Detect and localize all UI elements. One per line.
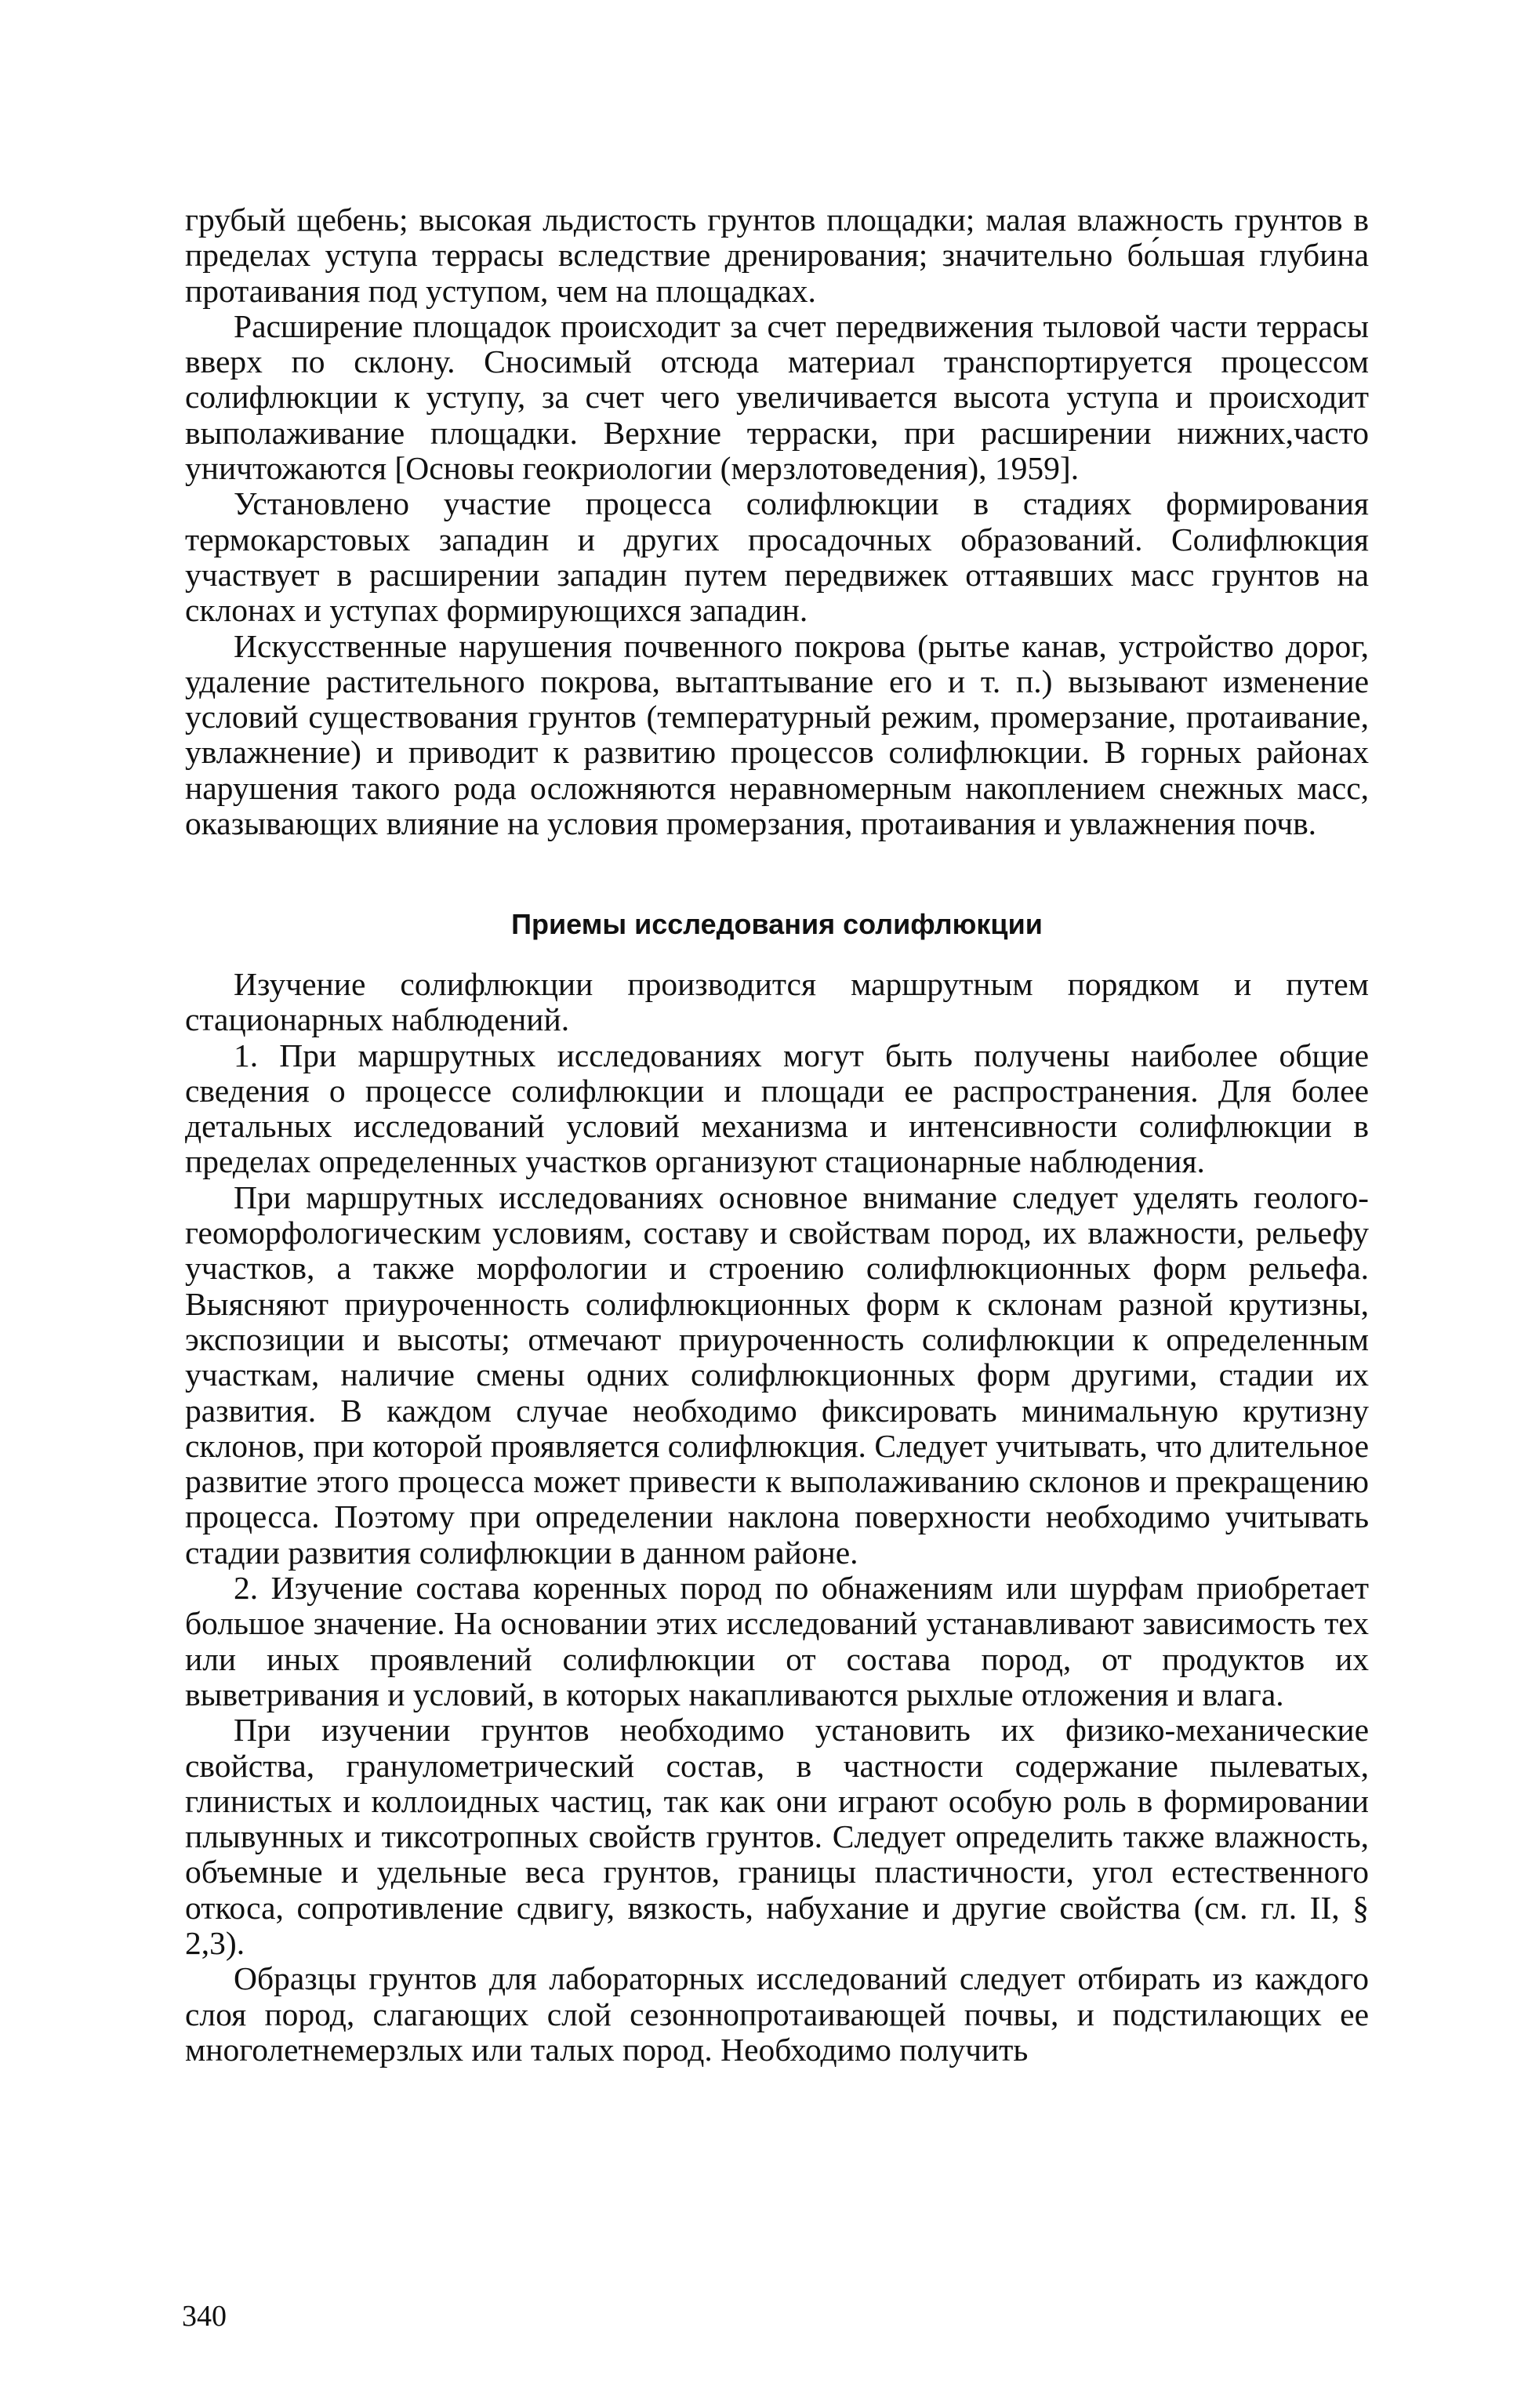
paragraph: Установлено участие процесса солифлюкции в стадиях формирования термокарстовых западин и других просадочных образований. Солифлюкция участвует в расширении западин путем передвижек оттаявших масс грунтов на склонах и уступах формирующихся западин. bbox=[185, 485, 1369, 629]
body-text-bottom bbox=[185, 967, 1369, 2068]
paragraph: Расширение площадок происходит за счет передвижения тыловой части террасы вверх по склону. Сносимый отсюда материал транспортируется процессом солифлюкции к уступу, за счет чего увеличивается высота уступа и происходит выполаживание площадки. Верхние терраски, при расширении нижних,часто уничтожаются [Основы геокриологии (мерзлотоведения), 1959]. bbox=[185, 307, 1369, 487]
paragraph: Изучение солифлюкции производится маршрутным порядком и путем стационарных наблюдений. bbox=[185, 966, 1369, 1038]
page-number: 340 bbox=[182, 2300, 227, 2333]
paragraph-continuation: грубый щебень; высокая льдистость грунтов площадки; малая влажность грунтов в пределах уступа террасы вследствие дренирования; значительно бо́льшая глубина протаивания под уступом, чем на площадках. bbox=[185, 202, 1369, 309]
body-text-top bbox=[185, 202, 1369, 841]
section-heading: Приемы исследования солифлюкции bbox=[511, 908, 1043, 940]
paragraph: При изучении грунтов необходимо установить их физико-механические свойства, гранулометрический состав, в частности содержание пылеватых, глинистых и коллоидных частиц, так как они играют особую роль в формировании плывунных и тиксотропных свойств грунтов. Следует определить также влажность, объемные и удельные веса грунтов, границы пластичности, угол естественного откоса, сопротивление сдвигу, вязкость, набухание и другие свойства (см. гл. II, § 2,3). bbox=[185, 1712, 1369, 1962]
paragraph: Искусственные нарушения почвенного покрова (рытье канав, устройство дорог, удаление растительного покрова, вытаптывание его и т. п.) вызывают изменение условий существования грунтов (температурный режим, промерзание, протаивание, увлажнение) и приводит к развитию процессов солифлюкции. В горных районах нарушения такого рода осложняются неравномерным накоплением снежных масс, оказывающих влияние на условия промерзания, протаивания и увлажнения почв. bbox=[185, 627, 1369, 842]
paragraph: При маршрутных исследованиях основное внимание следует уделять геолого-геоморфологическим условиям, составу и свойствам пород, их влажности, рельефу участков, а также морфологии и строению солифлюкционных форм рельефа. Выясняют приуроченность солифлюкционных форм к склонам разной крутизны, экспозиции и высоты; отмечают приуроченность солифлюкции к определенным участкам, наличие смены одних солифлюкционных форм другими, стадии их развития. В каждом случае необходимо фиксировать минимальную крутизну склонов, при которой проявляется солифлюкция. Следует учитывать, что длительное развитие этого процесса может привести к выполаживанию склонов и прекращению процесса. Поэтому при определении наклона поверхности необходимо учитывать стадии развития солифлюкции в данном районе. bbox=[185, 1179, 1369, 1571]
paragraph: 1. При маршрутных исследованиях могут быть получены наиболее общие сведения о процессе солифлюкции и площади ее распространения. Для более детальных исследований условий механизма и интенсивности солифлюкции в пределах определенных участков организуют стационарные наблюдения. bbox=[185, 1037, 1369, 1180]
paragraph: 2. Изучение состава коренных пород по обнажениям или шурфам приобретает большое значение. На основании этих исследований устанавливают зависимость тех или иных проявлений солифлюкции от состава пород, от продуктов их выветривания и условий, в которых накапливаются рыхлые отложения и влага. bbox=[185, 1570, 1369, 1712]
paragraph: Образцы грунтов для лабораторных исследований следует отбирать из каждого слоя пород, слагающих слой сезоннопротаивающей почвы, и подстилающих ее многолетнемерзлых или талых пород. Необходимо получить bbox=[185, 1960, 1369, 2068]
